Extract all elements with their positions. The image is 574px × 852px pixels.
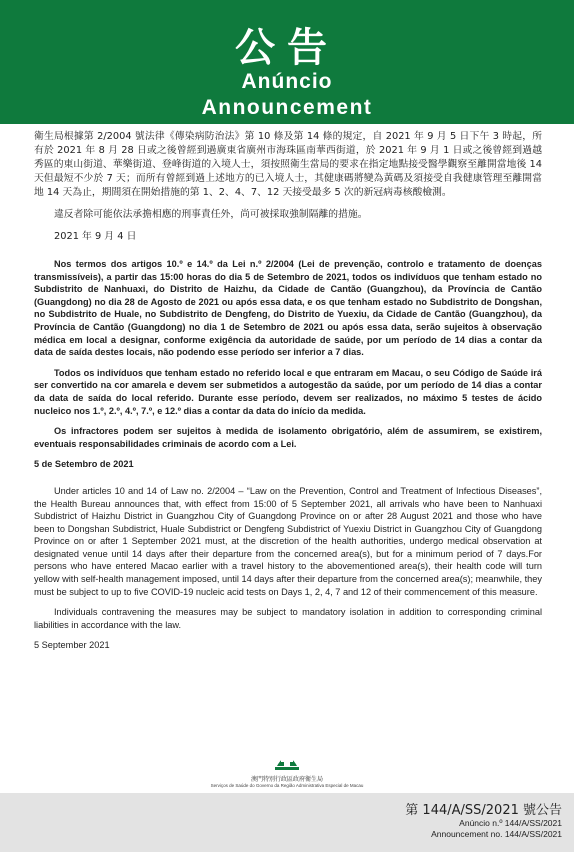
portuguese-paragraph-1: Nos termos dos artigos 10.º e 14.º da Lei n.º 2/2004 (Lei de prevenção, controlo e tratamento de doenças transmissíveis), a partir das 15:00 horas do dia 5 de Setembro de 2021, todos os indivíduos que tenham estado no Subdistrito de Nanhuaxi, do Distrito de Haizhu, da Cidade de Cantão (Guangzhou), da Província de Cantão (Guangdong) no dia 28 de Agosto de 2021 ou após essa data, e os que tenham estado no Subdistrito de Dongshan, no Subdistrito de Huale, no Subdistrito de Dengfeng, do Distrito de Yuexiu, da Cidade de Cantão (Guangzhou), da Província de Cantão (Guangdong) no dia 1 de Setembro de 2021 ou após essa data, serão sujeitos à observação médica em local a designar, conforme exigência da autoridade de saúde, por um período de 14 dias a contar da data de saída destes locais, não podendo esse período ser inferior a 7 dias.	[34, 259, 542, 358]
english-paragraph-1: Under articles 10 and 14 of Law no. 2/2004 – “Law on the Prevention, Control and Treatment of Infectious Diseases”, the Health Bureau announces that, with effect from 15:00 of 5 September 2021, all arrivals who have been to Nanhuaxi Subdistrict of Haizhu District in Guangzhou City of Guangdong Province on or after 28 August 2021 and those who have been to Dongshan Subdistrict, Huale Subdistrict or Dengfeng Subdistrict of Yuexiu District in Guangzhou City of Guangdong Province on or after 1 September 2021 must, at the discretion of the health authorities, undergo medical observation at designated venue until 14 days after their departure from the concerned area(s), but for a minimum period of 7 days.For persons who have entered Macao earlier with a travel history to the abovementioned area(s), their health code will turn yellow with self-health management imposed, until 14 days after their departure from the concerned area(s); meanwhile, they must be subject to up to five COVID-19 nucleic acid tests on Days 1, 2, 4, 7 and 12 of their commencement of this measure.	[34, 485, 542, 597]
chinese-paragraph-1: 衛生局根據第 2/2004 號法律《傳染病防治法》第 10 條及第 14 條的規定，自 2021 年 9 月 5 日下午 3 時起，所有於 2021 年 8 月 28 日或之後曾經到過廣東省廣州市海珠區南華西街道，於 2021 年 9 月 1 日或之後曾經到過越秀區的東山街道、華樂街道、登峰街道的入境人士，須按照衛生當局的要求在指定地點接受醫學觀察至離開當地後 14 天但最短不少於 7 天；而所有曾經到過上述地方的已入境人士，其健康碼將變為黃碼及須接受自我健康管理至離開當地 14 天為止，期間須在開始措施的第 1、2、4、7、12 天接受最多 5 次的新冠病毒核酸檢測。	[34, 131, 542, 198]
chinese-paragraph-2: 違反者除可能依法承擔相應的刑事責任外，尚可被採取強制隔離的措施。	[54, 209, 368, 220]
reference-number-en: Announcement no. 144/A/SS/2021	[431, 829, 562, 839]
health-bureau-name-zh: 澳門特別行政區政府衛生局	[250, 776, 323, 783]
title-english: Announcement	[201, 96, 373, 119]
health-bureau-logo	[0, 746, 574, 788]
health-bureau-name-pt: Serviços de Saúde do Governo da Região Administrativa Especial de Macau	[210, 783, 364, 788]
announcement-body	[34, 130, 542, 660]
title-chinese: 公告	[235, 25, 339, 71]
english-paragraph-2: Individuals contravening the measures may be subject to mandatory isolation in addition to corresponding criminal liabilities in accordance with the law.	[34, 607, 542, 630]
portuguese-paragraph-3: Os infractores podem ser sujeitos à medida de isolamento obrigatório, além de assumirem, se existirem, eventuais responsabilidades criminais de acordo com a Lei.	[34, 426, 542, 449]
portuguese-paragraph-2: Todos os indivíduos que tenham estado no referido local e que entraram em Macau, o seu Código de Saúde irá ser convertido na cor amarela e devem ser submetidos a autogestão da saúde, por um período de 14 dias a contar da data de saída do local referido. Durante esse período, devem ser realizados, no máximo 5 testes de ácido nucleico nos 1.º, 2.º, 4.º, 7.º, e 12.º dias a contar da data do início da medida.	[34, 367, 542, 416]
footer-reference-band	[0, 793, 574, 852]
portuguese-date: 5 de Setembro de 2021	[34, 459, 134, 470]
title-portuguese: Anúncio	[241, 70, 333, 93]
announcement-header	[0, 0, 574, 124]
english-date: 5 September 2021	[34, 640, 110, 651]
reference-number-pt: Anúncio n.º 144/A/SS/2021	[459, 818, 562, 828]
reference-number-zh: 第 144/A/SS/2021 號公告	[405, 803, 562, 818]
health-bureau-logo-icon	[273, 746, 301, 772]
chinese-date: 2021 年 9 月 4 日	[54, 231, 137, 242]
